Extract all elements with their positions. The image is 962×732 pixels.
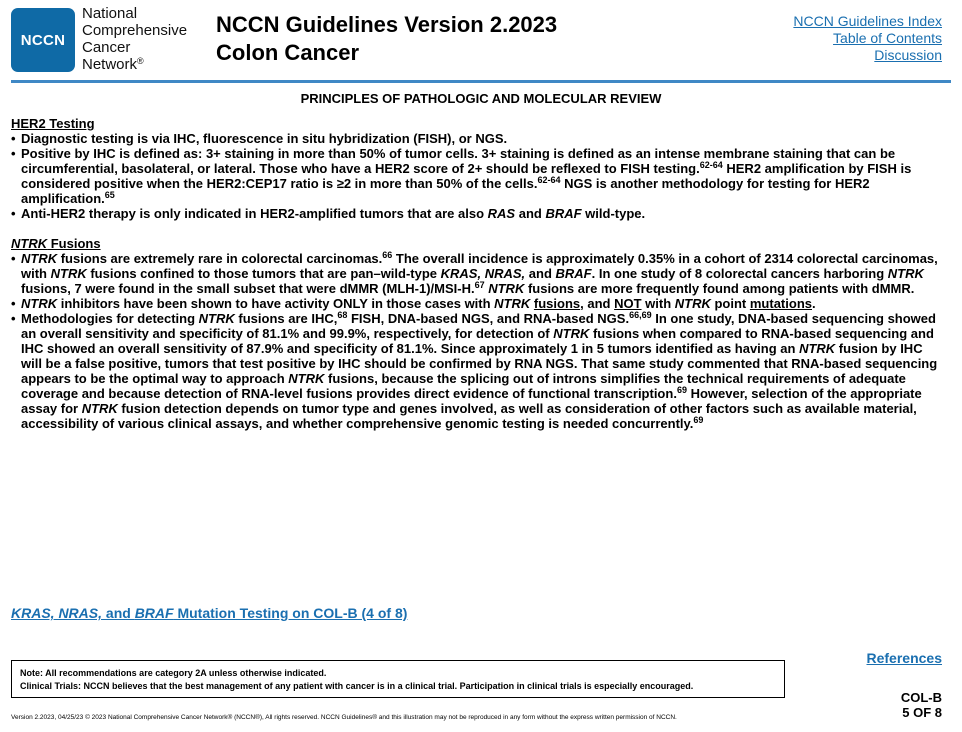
kras-mutation-testing-link[interactable]: KRAS, NRAS, and BRAF Mutation Testing on COL-B (4 of 8) [11, 605, 408, 621]
page-number: 5 OF 8 [902, 705, 942, 720]
logo-wordmark [82, 5, 187, 73]
title-line: NCCN Guidelines Version 2.2023 [216, 12, 558, 37]
page-identifier [901, 690, 942, 720]
list-item: • Positive by IHC is defined as: 3+ staining in more than 50% of tumor cells. 3+ staining is defined as an intense membrane staining that can be circumferential, basolateral, or lateral. Those who have a HER2 score of 2+ should be reflexed to FISH testing.$^{62-64}$ HER2 amplification by FISH is considered positive when the HER2:CEP17 ratio is ≥2 in more than 50% of the cells.$^{62-64}$ NGS is another methodology for testing for HER2 amplification.$^{65}$ [11, 146, 943, 206]
discussion-link[interactable]: Discussion [874, 47, 942, 63]
list-item: • NTRK fusions are extremely rare in colorectal carcinomas.$^{66}$ The overall incidence is approximately 0.35% in a cohort of 2314 colorectal carcinomas, with NTRK fusions confined to those tumors that are pan–wild-type KRAS, NRAS, and BRAF. In one study of 8 colorectal cancers harboring NTRK fusions, 7 were found in the small subset that were dMMR (MLH-1)/MSI-H.$^{67}$ NTRK fusions are more frequently found among patients with dMMR. [11, 251, 943, 296]
list-item: • Anti-HER2 therapy is only indicated in HER2-amplified tumors that are also RAS and BRAF wild-type. [11, 206, 943, 221]
list-item: • Diagnostic testing is via IHC, fluorescence in situ hybridization (FISH), or NGS. [11, 131, 943, 146]
nccn-logo: NCCN [11, 8, 75, 72]
title-line: Colon Cancer [216, 40, 360, 65]
her2-heading: HER2 Testing [11, 116, 95, 131]
list-item: • Methodologies for detecting NTRK fusions are IHC,$^{68}$ FISH, DNA-based NGS, and RNA-based NGS.$^{66,69}$ In one study, DNA-based sequencing showed an overall sensitivity and specificity of 81.1% and 99.9%, respectively, for detection of NTRK fusions when compared to RNA-based sequencing and IHC showed an overall sensitivity of 87.9% and specificity of 81.1%. Since approximately 1 in 5 tumors identified as having an NTRK fusion by IHC will be a false positive, tumors that test positive by IHC should be confirmed by RNA NGS. That same study commented that RNA-based sequencing appears to be the optimal way to approach NTRK fusions, because the splicing out of introns simplifies the technical requirements of adequate coverage and because detection of RNA-level fusions provides direct evidence of functional transcription.$^{69}$ However, selection of the appropriate assay for NTRK fusion detection depends on tumor type and genes involved, as well as consideration of other factors such as available material, accessibility of various clinical assays, and whether comprehensive genomic testing is needed concurrently.$^{69}$ [11, 311, 943, 431]
page-code: COL-B [900, 690, 942, 705]
logo-line: National [82, 5, 138, 22]
section-title: PRINCIPLES OF PATHOLOGIC AND MOLECULAR REVIEW [300, 91, 662, 106]
logo-line: Network® [82, 56, 144, 73]
her2-list [11, 131, 943, 221]
copyright-footer: Version 2.2023, 04/25/23 © 2023 National Comprehensive Cancer Network® (NCCN®), All rights reserved. NCCN Guidelines® and this illustration may not be reproduced in any form without the express written permission of NCCN. [11, 714, 677, 721]
note-box [11, 660, 785, 698]
table-of-contents-link[interactable]: Table of Contents [833, 30, 942, 46]
header-divider [11, 80, 951, 83]
page-title [216, 11, 557, 67]
logo-line: Cancer [82, 39, 131, 56]
logo-line: Comprehensive [82, 22, 188, 39]
ntrk-list [11, 251, 943, 431]
main-content [11, 116, 943, 431]
references-link[interactable]: References [866, 650, 942, 666]
ntrk-heading: NTRK Fusions [11, 236, 101, 251]
top-nav-links [793, 13, 942, 64]
list-item: • NTRK inhibitors have been shown to have activity ONLY in those cases with NTRK fusions, and NOT with NTRK point mutations. [11, 296, 943, 311]
note-line: Clinical Trials: NCCN believes that the best management of any patient with cancer is in a clinical trial. Participation in clinical trials is especially encouraged. [20, 681, 694, 691]
note-line: Note: All recommendations are category 2A unless otherwise indicated. [20, 668, 327, 678]
guidelines-index-link[interactable]: NCCN Guidelines Index [793, 13, 942, 29]
